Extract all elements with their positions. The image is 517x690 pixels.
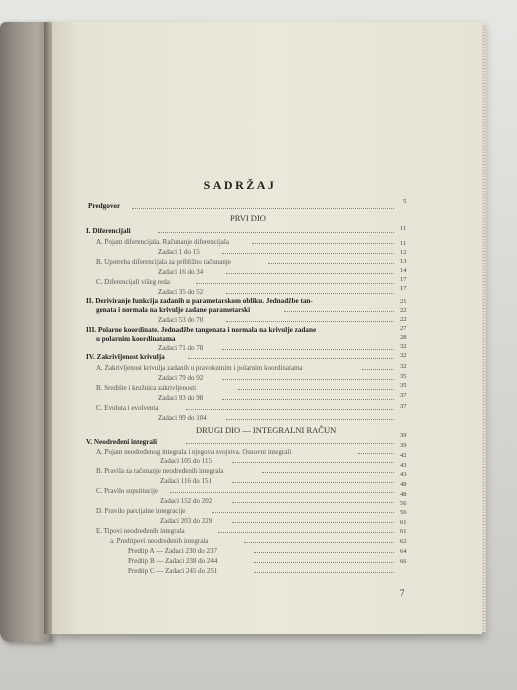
toc-page-number: 37 <box>400 403 407 410</box>
toc-page-number: 22 <box>400 307 407 314</box>
leader-dots <box>226 293 394 294</box>
section-entry: A. Zakrivljenost krivulja zadanih u pravokutnim i polarnim koordinatama <box>96 364 303 372</box>
leader-dots <box>218 532 394 533</box>
leader-dots <box>222 349 394 350</box>
leader-dots <box>232 522 394 523</box>
section-entry: D. Pravilo parcijalne integracije <box>96 507 186 515</box>
leader-dots <box>232 502 394 503</box>
leader-dots <box>252 243 394 244</box>
toc-page-number: 66 <box>400 558 407 565</box>
exercise-entry: Predtip B — Zadaci 238 do 244 <box>128 557 218 565</box>
toc-page-number: 61 <box>400 519 407 526</box>
leader-dots <box>358 453 394 454</box>
exercise-entry: Predtip C — Zadaci 245 do 251 <box>128 567 218 575</box>
toc-page-number: 61 <box>400 528 407 535</box>
page-edges <box>482 24 486 632</box>
part-heading: PRVI DIO <box>230 213 266 223</box>
chapter-heading: III. Polarne koordinate. Jednadžbe tangenata i normala na krivulje zadane <box>86 326 317 334</box>
leader-dots <box>186 409 394 410</box>
exercise-entry: Zadaci 203 do 229 <box>160 517 213 525</box>
section-entry: C. Diferencijali višeg reda <box>96 278 170 286</box>
toc-page-number: 13 <box>400 258 407 265</box>
leader-dots <box>222 253 394 254</box>
exercise-entry: Zadaci 152 do 202 <box>160 497 213 505</box>
exercise-entry: Zadaci 53 do 70 <box>158 316 204 324</box>
chapter-heading-continued: u polarnim koordinatama <box>96 335 176 343</box>
leader-dots <box>232 482 394 483</box>
toc-page-number: 22 <box>400 316 407 323</box>
leader-dots <box>362 369 394 370</box>
section-entry: C. Evoluta i evolventa <box>96 404 159 412</box>
chapter-heading: II. Deriviranje funkcija zadanih u parametarskom obliku. Jednadžbe tan- <box>86 297 313 305</box>
exercise-entry: Zadaci 105 do 115 <box>160 457 213 465</box>
leader-dots <box>254 562 394 563</box>
leader-dots <box>284 311 394 312</box>
toc-page-number: 32 <box>400 363 407 370</box>
exercise-entry: Zadaci 116 do 151 <box>160 477 213 485</box>
leader-dots <box>232 462 394 463</box>
leader-dots <box>196 283 394 284</box>
leader-dots <box>254 552 394 553</box>
toc-page-number: 12 <box>400 249 407 256</box>
leader-dots <box>226 321 394 322</box>
toc-page-number: 27 <box>400 325 407 332</box>
leader-dots <box>254 572 394 573</box>
section-entry: B. Upotreba diferencijala za približno računanje <box>96 258 231 266</box>
toc-page-number: 32 <box>400 343 407 350</box>
page-folio-number: 7 <box>400 588 405 598</box>
toc-page-number: 43 <box>400 462 407 469</box>
exercise-entry: Zadaci 35 do 52 <box>158 288 204 296</box>
leader-dots <box>158 232 394 233</box>
toc-page-number: 17 <box>400 285 407 292</box>
toc-page-number: 56 <box>400 500 407 507</box>
toc-page-number: 14 <box>400 267 407 274</box>
leader-dots <box>170 492 394 493</box>
leader-dots <box>222 379 394 380</box>
toc-page-number: 17 <box>400 276 407 283</box>
toc-page-number: 35 <box>400 382 407 389</box>
exercise-entry: Zadaci 79 do 92 <box>158 374 204 382</box>
section-entry: C. Pravilo supstitucije <box>96 487 159 495</box>
leader-dots <box>222 399 394 400</box>
exercise-entry: Zadaci 93 do 98 <box>158 394 204 402</box>
leader-dots <box>262 472 394 473</box>
subsection-entry: a. Predtipovi neodređenih integrala <box>110 537 209 545</box>
page-title: SADRŽAJ <box>203 178 277 192</box>
leader-dots <box>186 443 394 444</box>
section-entry: B. Pravila za računanje neodređenih integrala <box>96 467 224 475</box>
chapter-heading: V. Neodređeni integrali <box>86 438 158 446</box>
leader-dots <box>238 389 394 390</box>
toc-page-number: 64 <box>400 548 407 555</box>
toc-page-number: 32 <box>400 352 407 359</box>
section-entry: A. Pojam diferencijala. Računanje diferencijala <box>96 238 229 246</box>
exercise-entry: Zadaci 16 do 34 <box>158 268 204 276</box>
section-entry: A. Pojam neodređenog integrala i njegova svojstva. Osnovni integrali <box>96 448 292 456</box>
leader-dots <box>132 208 394 209</box>
section-entry: E. Tipovi neodređenih integrala <box>96 527 185 535</box>
chapter-heading: I. Diferencijali <box>86 227 131 235</box>
leader-dots <box>268 263 394 264</box>
exercise-entry: Zadaci 71 do 78 <box>158 344 204 352</box>
chapter-heading: IV. Zakrivljenost krivulja <box>86 353 165 361</box>
toc-page-number: 48 <box>400 481 407 488</box>
toc-page-number: 48 <box>400 491 407 498</box>
toc-page-number: 11 <box>400 240 407 247</box>
toc-page-number: 42 <box>400 452 407 459</box>
chapter-heading-continued: genata i normala na krivulje zadane parametarski <box>96 306 251 314</box>
exercise-entry: Predtip A — Zadaci 230 do 237 <box>128 547 218 555</box>
toc-page-number: 39 <box>400 432 407 439</box>
toc-page-number: 37 <box>400 392 407 399</box>
part-heading: DRUGI DIO — INTEGRALNI RAČUN <box>196 425 337 435</box>
exercise-entry: Zadaci 99 do 104 <box>158 414 207 422</box>
leader-dots <box>226 273 394 274</box>
toc-page-number: 39 <box>400 442 407 449</box>
toc-page-number: 11 <box>400 225 407 232</box>
exercise-entry: Zadaci 1 do 15 <box>158 248 200 256</box>
leader-dots <box>188 358 394 359</box>
toc-page-number: 5 <box>403 198 407 205</box>
toc-page-number: 56 <box>400 509 407 516</box>
toc-page-number: 21 <box>400 298 407 305</box>
toc-page-number: 62 <box>400 538 407 545</box>
section-entry: B. Središte i kružnica zakrivljenosti <box>96 384 197 392</box>
toc-entry-label: Predgovor <box>88 202 121 210</box>
leader-dots <box>226 419 394 420</box>
toc-page-number: 28 <box>400 334 407 341</box>
leader-dots <box>244 542 394 543</box>
toc-page-number: 35 <box>400 373 407 380</box>
leader-dots <box>212 512 394 513</box>
toc-page-number: 43 <box>400 471 407 478</box>
